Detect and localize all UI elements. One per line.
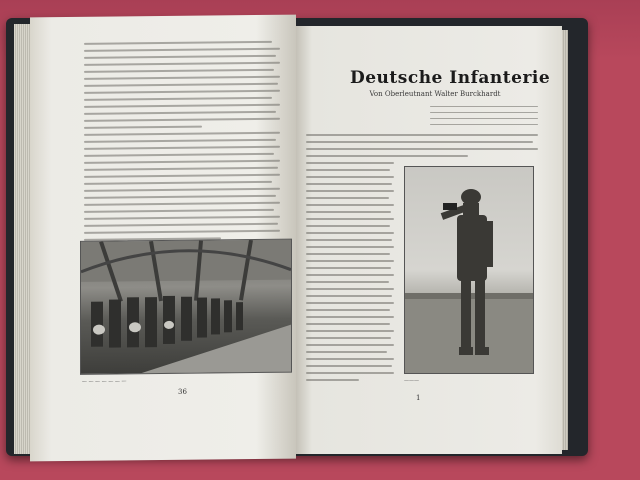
right-text-top — [306, 134, 538, 162]
article-byline: Von Oberleutnant Walter Burckhardt — [369, 90, 501, 98]
right-page-number: 1 — [416, 394, 421, 402]
march-photo-caption: — — — — — — — — [82, 378, 127, 385]
soldier-photo-caption: ——— — [404, 378, 419, 384]
left-page — [30, 15, 296, 462]
right-text-intro — [430, 106, 538, 130]
right-text-column — [306, 162, 394, 386]
right-page — [296, 26, 562, 454]
article-title: Deutsche Infanterie — [350, 68, 551, 88]
left-page-number: 36 — [178, 387, 187, 396]
marching-soldiers-photo — [80, 239, 292, 375]
left-text-upper — [84, 41, 280, 246]
soldier-photo — [404, 166, 534, 374]
